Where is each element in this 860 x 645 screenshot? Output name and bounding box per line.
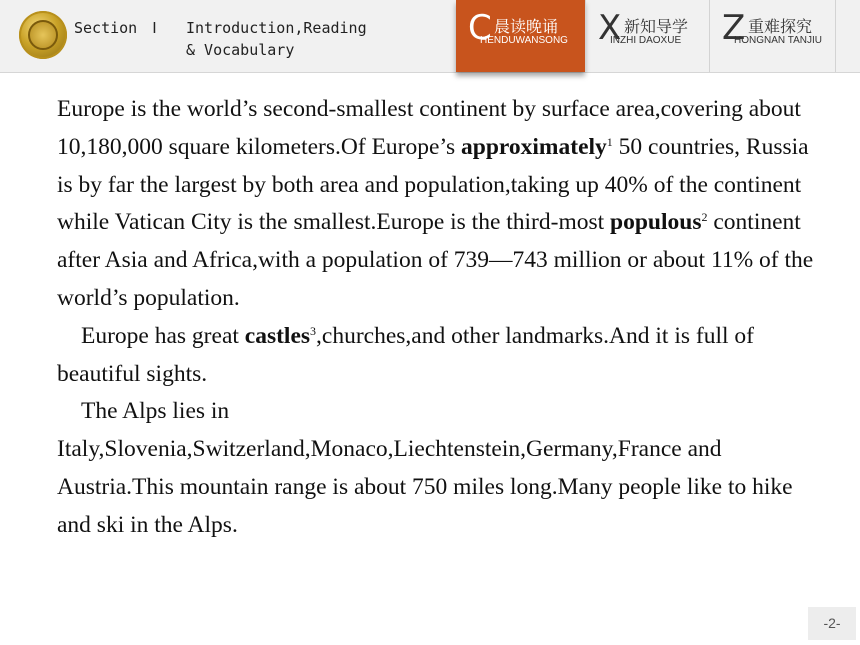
footnote-marker: 3 (310, 323, 317, 338)
text-run: Italy,Slovenia,Switzerland,Monaco,Liechtenstein,Germany,France and Austria.This mountain range is about 750 miles long.Many people like to hike and ski in the Alps. (57, 436, 793, 538)
text-run: Europe is the world’s second-smallest continent by surface area,covering about 10,180,000 square kilometers.Of Europe’s (57, 96, 801, 160)
unit-title-line1: Introduction,Reading (186, 19, 367, 37)
paragraph-3-cont (57, 431, 817, 544)
tab-pinyin: HONGNAN TANJIU (734, 35, 822, 46)
paragraph-3 (57, 393, 817, 431)
vocab-word-approximately: approximately (461, 133, 607, 160)
logo-emblem (28, 20, 58, 50)
tab-new-knowledge[interactable] (585, 0, 709, 72)
tab-key-difficulties[interactable] (709, 0, 836, 72)
tab-morning-reading[interactable] (456, 0, 585, 72)
text-run: continent after Asia and Africa,with a population of 739—743 million or about 11% of the world’s population. (57, 209, 814, 311)
text-run: 50 countries, Russia is by far the largest by both area and population,taking up 40% of the continent while Vatican City is the smallest.Europe is the third-most (57, 133, 809, 236)
text-run: The Alps lies in (81, 398, 230, 425)
unit-title (186, 17, 367, 61)
footnote-marker: 1 (606, 134, 613, 149)
tab-pinyin: INZHI DAOXUE (610, 35, 682, 46)
unit-title-line2: & Vocabulary (186, 41, 295, 59)
school-logo-icon (19, 11, 67, 59)
header-bar (0, 0, 860, 73)
vocab-word-populous: populous (610, 209, 702, 236)
text-run: ,churches,and other landmarks.And it is full of beautiful sights. (57, 322, 754, 387)
tab-label: 新知导学 (624, 17, 689, 36)
tab-label: 重难探究 (748, 17, 813, 36)
section-label: Section Ⅰ (74, 19, 157, 37)
tab-pinyin: HENDUWANSONG (480, 35, 568, 46)
footnote-marker: 2 (701, 210, 708, 225)
tab-label: 晨读晚诵 (494, 17, 559, 36)
tab-letter: Z (722, 8, 746, 48)
reading-passage (57, 91, 817, 545)
vocab-word-castles: castles (244, 322, 311, 349)
paragraph-1 (57, 91, 817, 318)
tab-letter: X (598, 8, 622, 48)
paragraph-2 (57, 318, 817, 394)
tab-letter: C (468, 8, 492, 48)
page-number: -2- (808, 607, 856, 640)
text-run: Europe has great (81, 322, 245, 349)
